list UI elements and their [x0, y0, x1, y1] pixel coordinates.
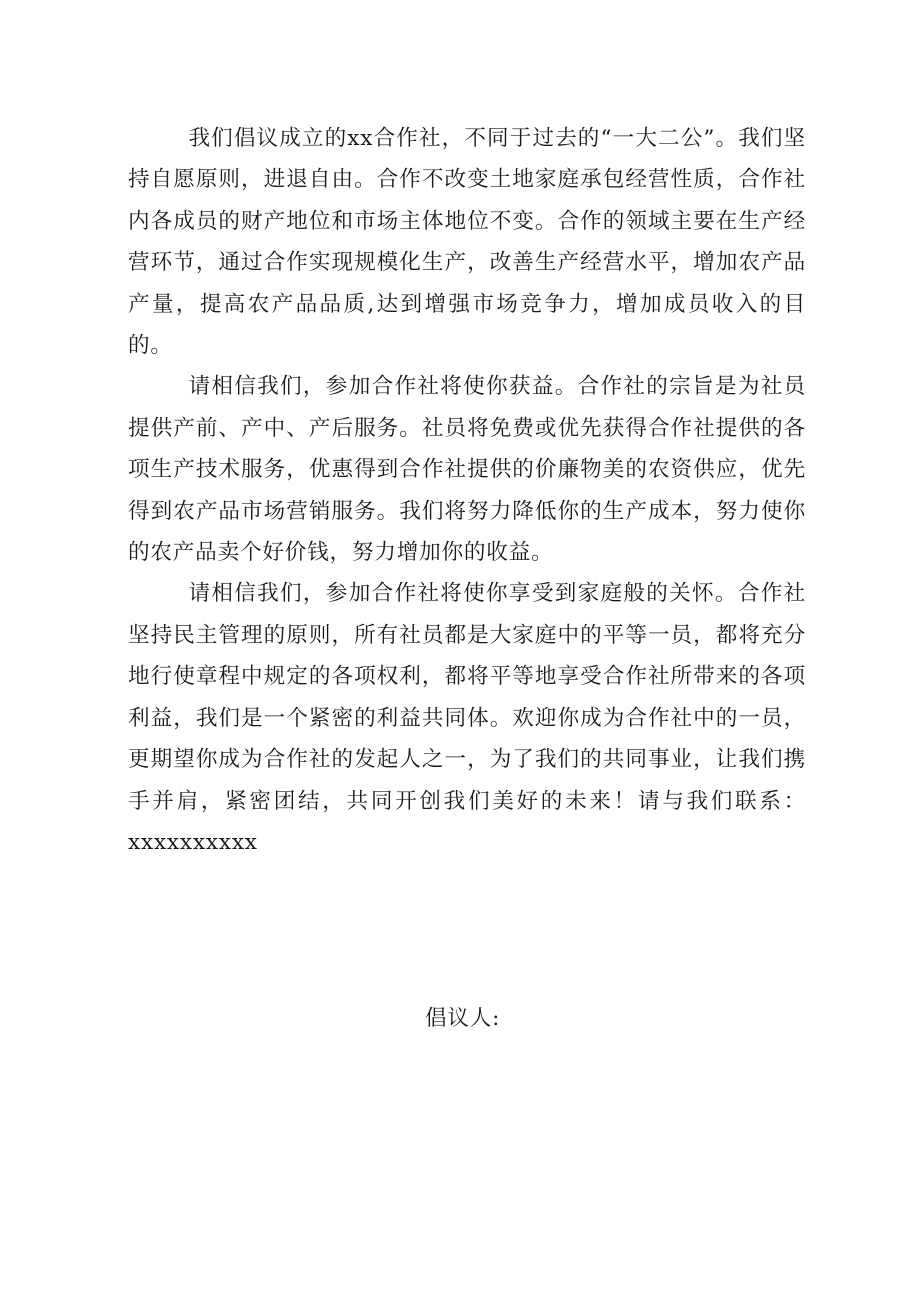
document-body: [128, 118, 806, 863]
paragraph-1: 我们倡议成立的xx合作社，不同于过去的“一大二公”。我们坚持自愿原则，进退自由。合作不改变土地家庭承包经营性质，合作社内各成员的财产地位和市场主体地位不变。合作的领域主要在生产经营环节，通过合作实现规模化生产，改善生产经营水平，增加农产品产量，提高农产品品质,达到增强市场竞争力，增加成员收入的目的。: [128, 126, 806, 359]
paragraph-3: 请相信我们，参加合作社将使你享受到家庭般的关怀。合作社坚持民主管理的原则，所有社员都是大家庭中的平等一员，都将充分地行使章程中规定的各项权利，都将平等地享受合作社所带来的各项利益，我们是一个紧密的利益共同体。欢迎你成为合作社中的一员，更期望你成为合作社的发起人之一，为了我们的共同事业，让我们携手并肩，紧密团结，共同开创我们美好的未来！请与我们联系：xxxxxxxxxx: [128, 581, 806, 855]
paragraph-2: 请相信我们，参加合作社将使你获益。合作社的宗旨是为社员提供产前、产中、产后服务。社员将免费或优先获得合作社提供的各项生产技术服务，优惠得到合作社提供的价廉物美的农资供应，优先得到农产品市场营销服务。我们将努力降低你的生产成本，努力使你的农产品卖个好价钱，努力增加你的收益。: [128, 374, 806, 566]
signature-line: 倡议人:: [425, 1006, 501, 1031]
